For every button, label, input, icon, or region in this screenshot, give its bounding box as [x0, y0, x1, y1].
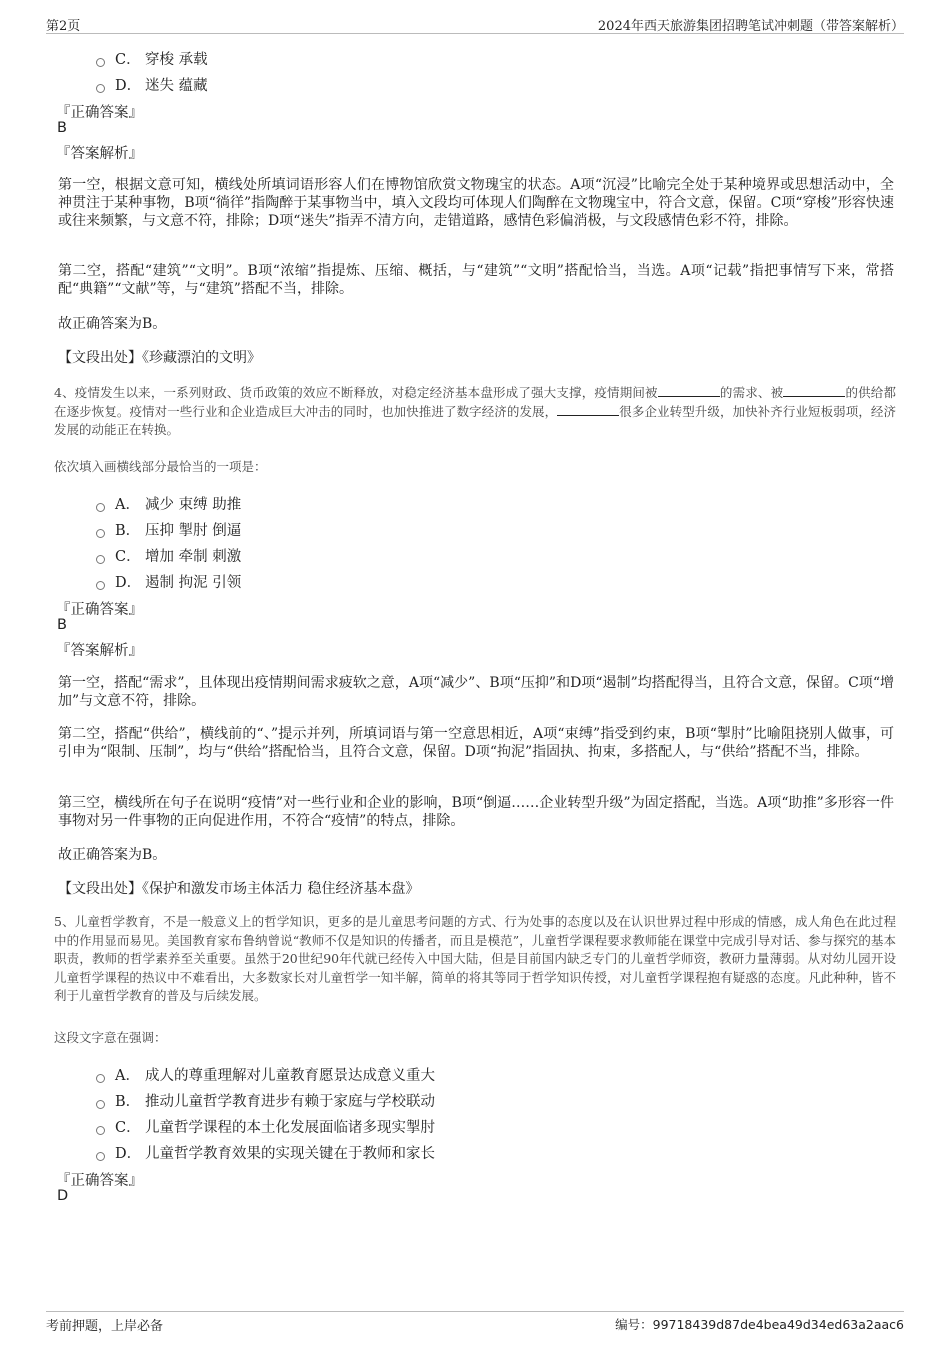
analysis-conclusion: 故正确答案为B。 [58, 316, 167, 332]
blank-2 [783, 384, 845, 397]
radio-icon[interactable] [96, 1126, 105, 1135]
analysis-paragraph: 第二空，搭配“供给”，横线前的“、”提示并列，所填词语与第一空意思相近，A项“束缚”指受到约束，B项“掣肘”比喻阻挠别人做事，可引申为“限制、压制”，均与“供给”搭配恰当，且符合文意，保留。D项“拘泥”指固执、拘束，多搭配人，与“供给”搭配不当，排除。 [58, 726, 894, 760]
correct-answer-label: 『正确答案』 [56, 1173, 143, 1189]
option-c[interactable]: C． 增加 牵制 刺激 [96, 545, 241, 565]
option-b[interactable]: B． 推动儿童哲学教育进步有赖于家庭与学校联动 [96, 1090, 435, 1110]
radio-icon[interactable] [96, 1100, 105, 1109]
question-prompt: 依次填入画横线部分最恰当的一项是： [54, 459, 267, 474]
page-footer [46, 1311, 904, 1334]
radio-icon[interactable] [96, 555, 105, 564]
radio-icon[interactable] [96, 58, 105, 67]
radio-icon[interactable] [96, 1152, 105, 1161]
question-stem: 4、疫情发生以来，一系列财政、货币政策的效应不断释放，对稳定经济基本盘形成了强大支撑，疫情期间被 的需求、被 的供给都在逐步恢复。疫情对一些行业和企业造成巨大冲击的同时，也加快推进了数字经济的发展， 很多企业转型升级，加快补齐行业短板弱项，经济发展的动能正在转换。 [54, 385, 896, 437]
document-title: 2024年西天旅游集团招聘笔试冲刺题（带答案解析） [597, 19, 904, 34]
question-stem: 5、儿童哲学教育，不是一般意义上的哲学知识，更多的是儿童思考问题的方式、行为处事的态度以及在认识世界过程中形成的情感，成人角色在此过程中的作用显而易见。美国教育家布鲁纳曾说“教师不仅是知识的传播者，而且是模范”，儿童哲学课程要求教师能在课堂中完成引导对话、参与探究的基本职责，教师的哲学素养至关重要。虽然于20世纪90年代就已经传入中国大陆，但是目前国内缺乏专门的儿童哲学师资，教研力量薄弱。从对幼儿园开设儿童哲学课程的热议中不难看出，大多数家长对儿童哲学一知半解，简单的将其等同于哲学知识传授，对儿童哲学课程抱有疑惑的态度。凡此种种，皆不利于儿童哲学教育的普及与后续发展。 [54, 914, 896, 1003]
radio-icon[interactable] [96, 84, 105, 93]
analysis-paragraph: 第三空，横线所在句子在说明“疫情”对一些行业和企业的影响，B项“倒逼……企业转型升级”为固定搭配，当选。A项“助推”多形容一件事物对另一件事物的正向促进作用，不符合“疫情”的特点，排除。 [58, 795, 894, 829]
correct-answer: B [57, 120, 67, 136]
option-d[interactable]: D． 遏制 拘泥 引领 [96, 571, 241, 591]
analysis-conclusion: 故正确答案为B。 [58, 847, 167, 863]
option-a[interactable]: A． 成人的尊重理解对儿童教育愿景达成意义重大 [96, 1064, 435, 1084]
correct-answer-label: 『正确答案』 [56, 105, 143, 121]
analysis-paragraph: 第二空，搭配“建筑”“文明”。B项“浓缩”指提炼、压缩、概括，与“建筑”“文明”搭配恰当，当选。A项“记载”指把事情写下来，常搭配“典籍”“文献”等，与“建筑”搭配不当，排除。 [58, 263, 894, 297]
document-id: 编号：99718439d87de4bea49d34ed63a2aac6 [615, 1317, 904, 1332]
source-citation: 【文段出处】《保护和激发市场主体活力 稳住经济基本盘》 [58, 881, 420, 897]
analysis-label: 『答案解析』 [56, 643, 143, 659]
correct-answer: B [57, 617, 67, 633]
option-d[interactable]: D． 儿童哲学教育效果的实现关键在于教师和家长 [96, 1142, 435, 1162]
blank-3 [557, 403, 619, 416]
radio-icon[interactable] [96, 1074, 105, 1083]
option-b[interactable]: B． 压抑 掣肘 倒逼 [96, 519, 241, 539]
option-c[interactable]: C． 儿童哲学课程的本土化发展面临诸多现实掣肘 [96, 1116, 435, 1136]
analysis-paragraph: 第一空，根据文意可知，横线处所填词语形容人们在博物馆欣赏文物瑰宝的状态。A项“沉浸”比喻完全处于某种境界或思想活动中，全神贯注于某种事物，B项“徜徉”指陶醉于某事物当中，填入文段均可体现人们陶醉在文物瑰宝中，符合文意，保留。C项“穿梭”形容快速或往来频繁，与文意不符，排除；D项“迷失”指弄不清方向，走错道路，感情色彩偏消极，与文段感情色彩不符，排除。 [58, 177, 894, 229]
correct-answer-label: 『正确答案』 [56, 602, 143, 618]
option-d[interactable]: D． 迷失 蕴藏 [96, 74, 208, 94]
analysis-paragraph: 第一空，搭配“需求”，且体现出疫情期间需求疲软之意，A项“减少”、B项“压抑”和D项“遏制”均搭配得当，且符合文意，保留。C项“增加”与文意不符，排除。 [58, 675, 894, 709]
option-c[interactable]: C． 穿梭 承载 [96, 48, 208, 68]
radio-icon[interactable] [96, 503, 105, 512]
radio-icon[interactable] [96, 581, 105, 590]
question-prompt: 这段文字意在强调： [54, 1030, 167, 1045]
page-number: 第2页 [46, 19, 81, 34]
page-header [46, 13, 904, 34]
correct-answer: D [57, 1188, 69, 1204]
footer-slogan: 考前押题，上岸必备 [46, 1319, 164, 1334]
analysis-label: 『答案解析』 [56, 146, 143, 162]
option-a[interactable]: A． 减少 束缚 助推 [96, 493, 241, 513]
source-citation: 【文段出处】《珍藏漂泊的文明》 [58, 350, 261, 366]
blank-1 [658, 384, 720, 397]
radio-icon[interactable] [96, 529, 105, 538]
